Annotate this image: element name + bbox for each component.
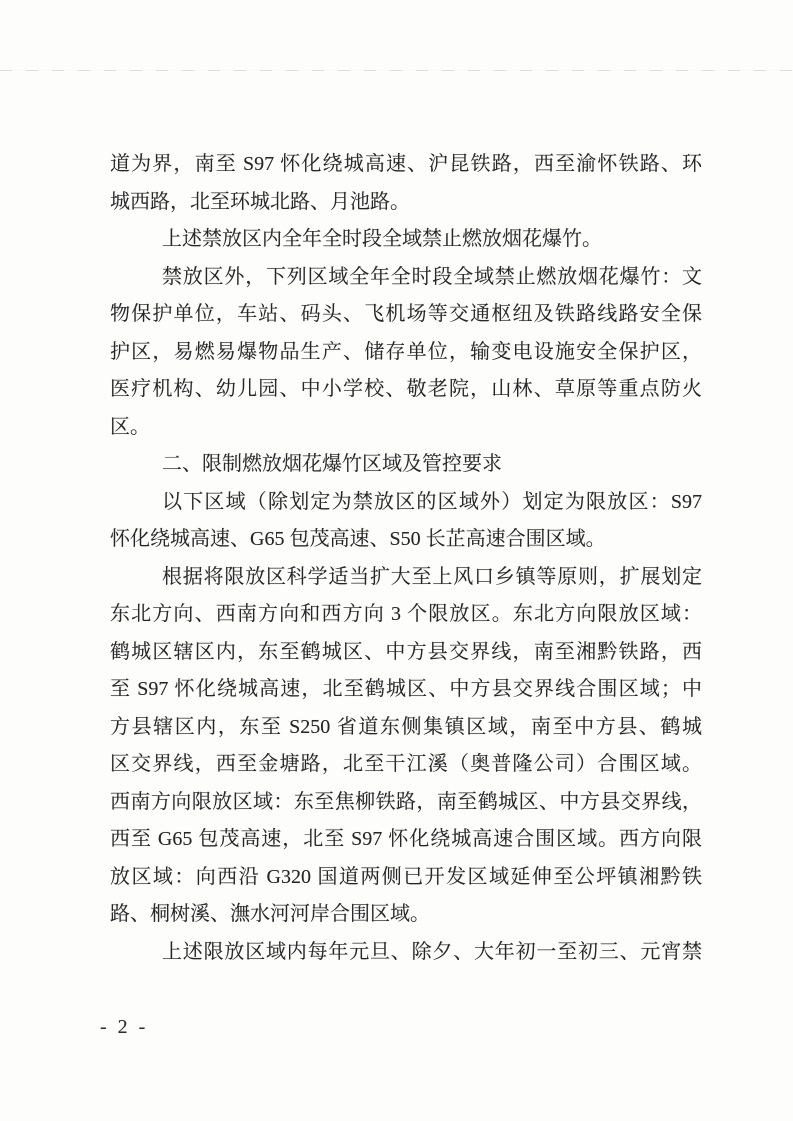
text-line: 禁放区外，下列区域全年全时段全域禁止燃放烟花爆竹：文	[162, 265, 702, 288]
text-line: 物保护单位，车站、码头、飞机场等交通枢纽及铁路线路安全保	[110, 303, 702, 325]
text-line: 方县辖区内，东至 S250 省道东侧集镇区域，南至中方县、鹤城	[110, 715, 702, 738]
text-line: 上述禁放区内全年全时段全域禁止燃放烟花爆竹。	[162, 228, 602, 250]
text-line: 西南方向限放区域：东至焦柳铁路，南至鹤城区、中方县交界线，	[110, 790, 702, 813]
text-line: 东北方向、西南方向和西方向 3 个限放区。东北方向限放区域：	[110, 603, 702, 625]
section-heading: 二、限制燃放烟花爆竹区域及管控要求	[162, 453, 502, 475]
text-line: 城西路，北至环城北路、月池路。	[110, 190, 410, 213]
text-line: 根据将限放区科学适当扩大至上风口乡镇等原则，扩展划定	[162, 565, 702, 588]
text-line: 道为界，南至 S97 怀化绕城高速、沪昆铁路，西至渝怀铁路、环	[110, 153, 702, 175]
scan-artifact-line	[0, 70, 793, 71]
text-line: 至 S97 怀化绕城高速，北至鹤城区、中方县交界线合围区域；中	[110, 678, 702, 700]
text-line: 上述限放区域内每年元旦、除夕、大年初一至初三、元宵禁	[162, 940, 702, 963]
text-line: 放区域：向西沿 G320 国道两侧已开发区域延伸至公坪镇湘黔铁	[110, 865, 702, 888]
document-body	[110, 146, 702, 971]
text-line: 西至 G65 包茂高速，北至 S97 怀化绕城高速合围区域。西方向限	[110, 828, 702, 850]
text-line: 医疗机构、幼儿园、中小学校、敬老院，山林、草原等重点防火	[110, 378, 702, 400]
text-line: 路、桐树溪、潕水河河岸合围区域。	[110, 903, 430, 925]
text-line: 区交界线，西至金塘路，北至干江溪（奥普隆公司）合围区域。	[110, 753, 702, 775]
text-line: 护区，易燃易爆物品生产、储存单位，输变电设施安全保护区，	[110, 340, 702, 363]
text-line: 以下区域（除划定为禁放区的区域外）划定为限放区：S97	[162, 490, 702, 513]
text-line: 怀化绕城高速、G65 包茂高速、S50 长芷高速合围区域。	[110, 528, 606, 550]
page-number: - 2 -	[100, 1016, 149, 1038]
text-line: 区。	[110, 415, 150, 438]
text-line: 鹤城区辖区内，东至鹤城区、中方县交界线，南至湘黔铁路，西	[110, 640, 702, 663]
